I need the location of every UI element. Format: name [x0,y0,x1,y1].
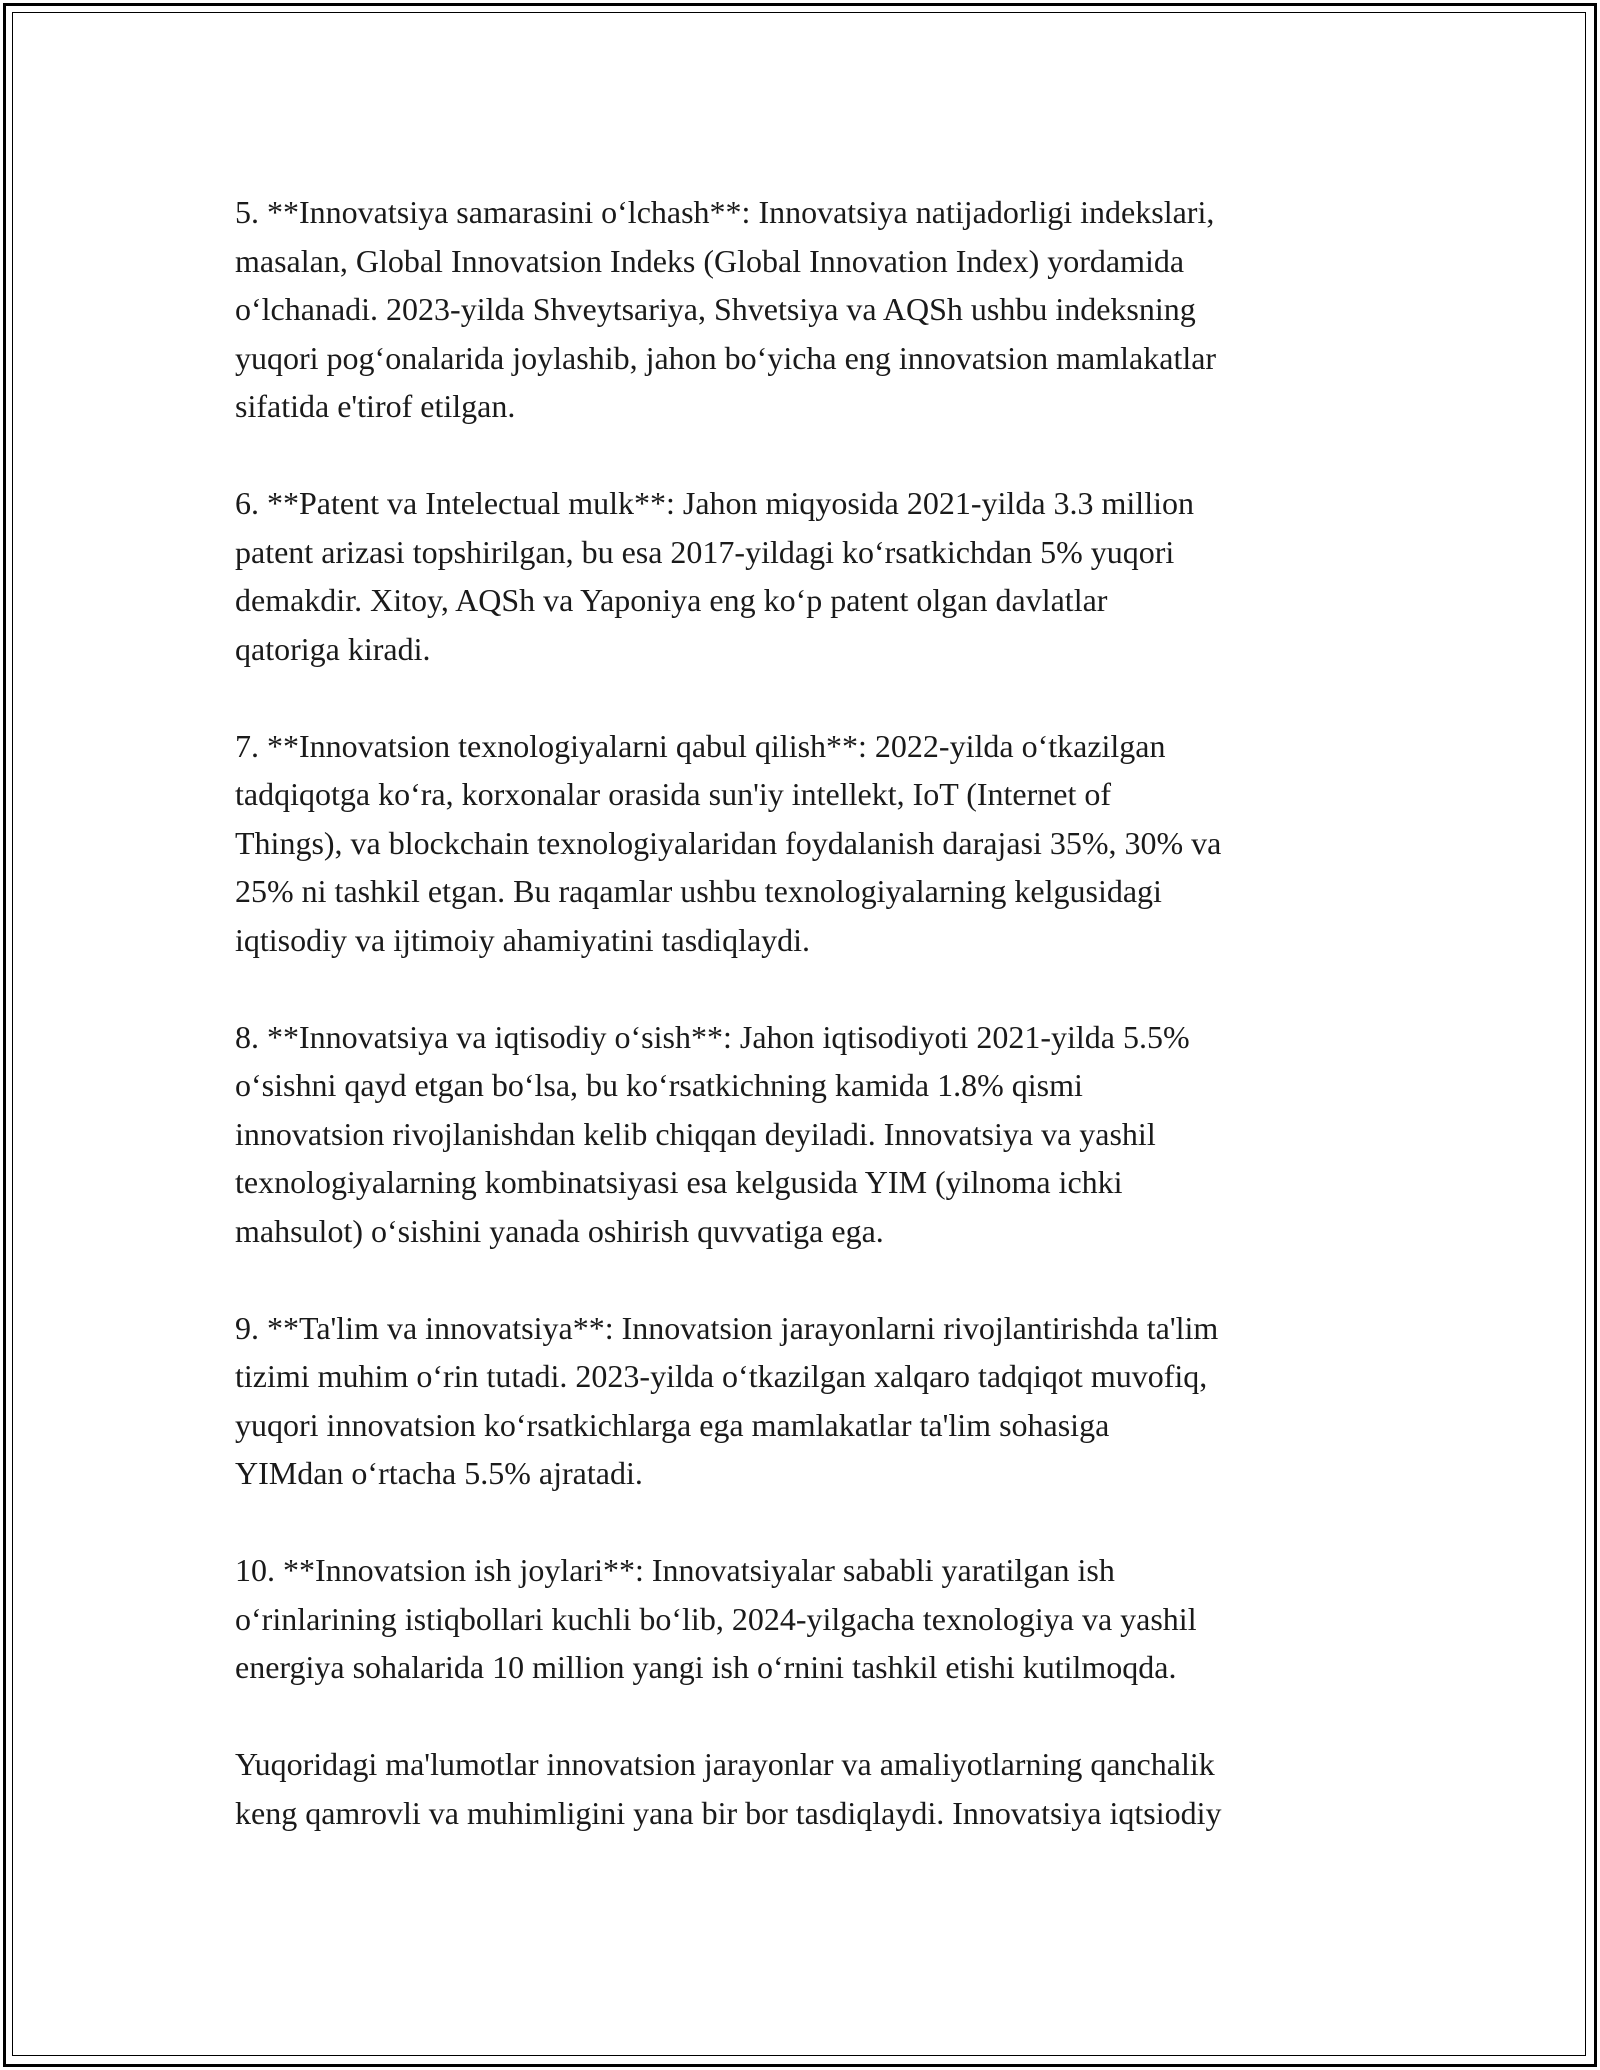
paragraph-patent-ip [235,479,1385,673]
text-line: Things), va blockchain texnologiyalaridan foydalanish darajasi 35%, 30% va [235,824,1222,861]
text-line: iqtisodiy va ijtimoiy ahamiyatini tasdiqlaydi. [235,921,811,958]
text-line: demakdir. Xitoy, AQSh va Yaponiya eng ko‘p patent olgan davlatlar [235,582,1108,618]
text-line: tadqiqotga ko‘ra, korxonalar orasida sun'iy intellekt, IoT (Internet of [235,776,1112,812]
text-line: sifatida e'tirof etilgan. [235,388,516,424]
text-line: innovatsion rivojlanishdan kelib chiqqan deyiladi. Innovatsiya va yashil [235,1115,1156,1152]
text-line: 6. **Patent va Intelectual mulk**: Jahon miqyosida 2021-yilda 3.3 million [235,485,1194,521]
text-line: patent arizasi topshirilgan, bu esa 2017-yildagi ko‘rsatkichdan 5% yuqori [235,533,1175,570]
text-line: YIMdan o‘rtacha 5.5% ajratadi. [235,1455,643,1491]
text-line: o‘sishni qayd etgan bo‘lsa, bu ko‘rsatkichning kamida 1.8% qismi [235,1067,1083,1103]
text-line: 9. **Ta'lim va innovatsiya**: Innovatsion jarayonlarni rivojlantirishda ta'lim [235,1309,1219,1346]
text-line: mahsulot) o‘sishini yanada oshirish quvvatiga ega. [235,1212,884,1249]
document-body [235,188,1385,1886]
text-line: o‘rinlarining istiqbollari kuchli bo‘lib, 2024-yilgacha texnologiya va yashil [235,1600,1197,1637]
text-line: 10. **Innovatsion ish joylari**: Innovatsiyalar sababli yaratilgan ish [235,1552,1115,1588]
text-line: Yuqoridagi ma'lumotlar innovatsion jarayonlar va amaliyotlarning qanchalik [235,1746,1215,1782]
text-line: yuqori innovatsion ko‘rsatkichlarga ega mamlakatlar ta'lim sohasiga [235,1406,1110,1443]
text-line: energiya sohalarida 10 million yangi ish o‘rnini tashkil etishi kutilmoqda. [235,1649,1177,1685]
paragraph-conclusion [235,1740,1385,1837]
text-line: qatoriga kiradi. [235,630,431,667]
paragraph-innovative-jobs [235,1546,1385,1692]
text-line: 8. **Innovatsiya va iqtisodiy o‘sish**: Jahon iqtisodiyoti 2021-yilda 5.5% [235,1018,1190,1055]
text-line: texnologiyalarning kombinatsiyasi esa kelgusida YIM (yilnoma ichki [235,1164,1123,1200]
text-line: 5. **Innovatsiya samarasini o‘lchash**: Innovatsiya natijadorligi indekslari, [235,194,1215,230]
paragraph-technology-adoption [235,722,1385,965]
paragraph-innovation-effectiveness [235,188,1385,431]
text-line: 25% ni tashkil etgan. Bu raqamlar ushbu texnologiyalarning kelgusidagi [235,873,1162,909]
paragraph-economic-growth [235,1013,1385,1256]
paragraph-education [235,1304,1385,1498]
text-line: o‘lchanadi. 2023-yilda Shveytsariya, Shvetsiya va AQSh ushbu indeksning [235,291,1196,327]
text-line: yuqori pog‘onalarida joylashib, jahon bo‘yicha eng innovatsion mamlakatlar [235,339,1217,376]
text-line: keng qamrovli va muhimligini yana bir bor tasdiqlaydi. Innovatsiya iqtsiodiy [235,1794,1222,1831]
text-line: 7. **Innovatsion texnologiyalarni qabul qilish**: 2022-yilda o‘tkazilgan [235,727,1166,764]
text-line: tizimi muhim o‘rin tutadi. 2023-yilda o‘tkazilgan xalqaro tadqiqot muvofiq, [235,1358,1208,1394]
text-line: masalan, Global Innovatsion Indeks (Global Innovation Index) yordamida [235,242,1185,279]
